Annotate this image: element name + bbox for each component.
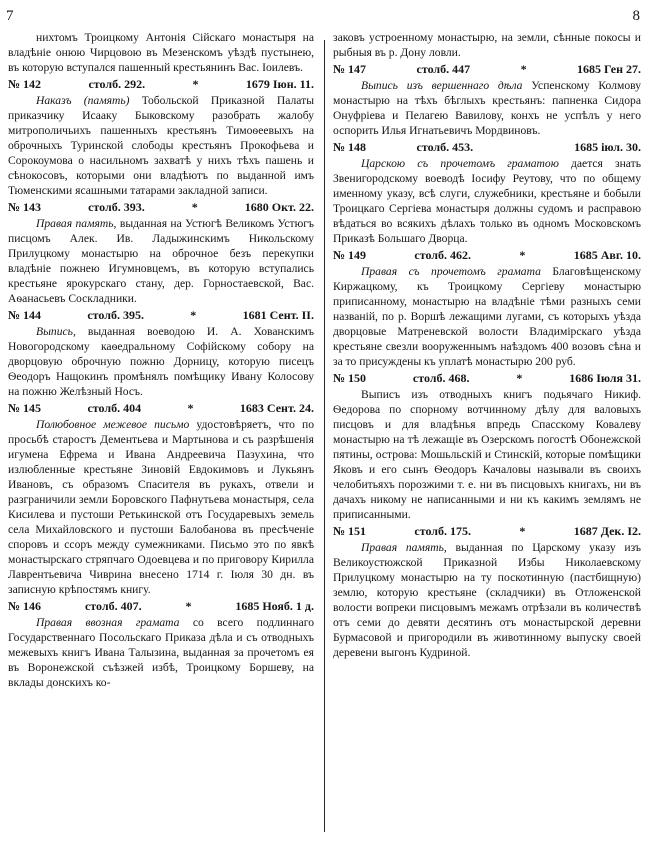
entry-body: удостовѣряетъ, что по просьбѣ старостъ Дементьева и Мартынова и съ разрѣшенія игумена Ефрема и Ивана Андреевича Пазухина, что излюбленные крестьяне Зиновій Евдокимовъ и Лукьянъ Ивановъ, съ образомъ Спасителя въ рукахъ, отвели и разграничили земли Боровского Пафнутьева монастыря, села Кисилева и пустоши Ретькинской отъ Государевыхъ земель села Михайловского и пустоши Балобанова въ пресѣченіе споровъ и ссоръ между сумежниками. Письмо это по явкѣ монастырскаго стряпчаго Одоевцева и по приговору Кирилла Лаврентьевича Чиврина внесено 1714 г. Іюля 30 дн. въ записную крѣпостямъ книгу. bbox=[8, 418, 314, 596]
left-column bbox=[8, 30, 314, 690]
entry-body: выданная воеводою И. А. Хованскимъ Новогородскому каѳедральному Софійскому собору на дворцовую оброчную пожню Дорницу, которую писецъ Ѳеодоръ Нащокинъ промѣнялъ помѣщику Ивану Колосову на пожню Желѣзный Носъ. bbox=[8, 325, 314, 398]
entry-body: со всего подлиннаго Государственнаго Посольскаго Приказа дѣла и съ отводныхъ межевыхъ книгъ Ивана Талызина, выданная за прочетомъ ея въ Воронежской съѣзжей избѣ, Троицкому Боршеву, на вклады донскихъ ко- bbox=[8, 616, 314, 689]
right-column bbox=[333, 30, 641, 660]
entry-text bbox=[333, 387, 641, 522]
entry-column-ref: столб. 404 bbox=[87, 401, 142, 415]
entry-body: Успенскому Колмову монастырю на тѣхъ бѣглыхъ крестьянъ: папненка Сидора Онуфріева и Пелагею Вавилову, конхъ не успѣлъ у него оспорить Илья Игнатьевичъ Мордвиновъ. bbox=[333, 79, 641, 137]
entry-text bbox=[8, 417, 314, 597]
entry-date: 1683 Сент. 24. bbox=[239, 401, 314, 415]
entry-lead: Выпись, bbox=[36, 325, 76, 338]
entry-body: выданная на Устюгѣ Великомъ Устюгъ писцомъ Алек. Ив. Ладыжинскимъ Никольскому Прилуцкому монастырю на оброчное безъ перекупки владѣніе пожнею Игумновцемъ, въ которую вступались крестьяне ярокурскаго стану, дер. Горностаевской, Вас. Аѳанасьевъ Соскладники. bbox=[8, 217, 314, 305]
entry-date: 1681 Сент. II. bbox=[242, 308, 314, 322]
entry-text bbox=[8, 93, 314, 198]
entry-column-ref: столб. 407. bbox=[84, 599, 142, 613]
entry-marker: * bbox=[519, 524, 526, 538]
entry-column-ref: столб. 447 bbox=[416, 62, 471, 76]
entry-date: 1685 Авг. 10. bbox=[573, 248, 641, 262]
entry-text bbox=[333, 156, 641, 246]
entry-marker: * bbox=[190, 308, 197, 322]
entry-text bbox=[8, 324, 314, 399]
entry-lead: Выпись изъ вершеннаго дѣла bbox=[361, 79, 523, 92]
entry-body: выданная по Царскому указу изъ Великоустюжской Приказной Избы Николаевскому Прилуцкому монастырю на ту поскотинную (пастбищную) землю, которую крестьяне (складчики) въ Отложенской волости вопреки писцовымъ межамъ отрѣзали въ количествѣ отъ семи до девяти десятинъ отъ монастырской деревни Бурмасовой и пригородили въ животинному выпуску своей деревени выгонъ Кудриной. bbox=[333, 541, 641, 659]
entry-text bbox=[333, 78, 641, 138]
entry-marker: * bbox=[187, 401, 194, 415]
entry-marker: * bbox=[185, 599, 192, 613]
entry-number: № 145 bbox=[8, 401, 42, 415]
entry-body: Благовѣщенскому Киржацкому, къ Троицкому Сергіеву монастырю приписанному, монастырю на владѣніе тѣми разныхъ семи названій, по р. Воршѣ лежащими лугами, съ которыхъ уѣзда дворцовые Матреневской волости Владимірскаго уѣзда крестьяне свезли вооруженнымъ наѣздомъ 400 возовъ сѣна и за то присуждены къ уплатѣ монастырю 200 руб. bbox=[333, 265, 641, 368]
entry-date: 1679 Іюн. 11. bbox=[245, 77, 314, 91]
entry-header bbox=[333, 524, 641, 539]
entry-text bbox=[8, 30, 314, 75]
entry-date: 1685 Нояб. 1 д. bbox=[235, 599, 314, 613]
entry-header bbox=[333, 140, 641, 155]
entry-column-ref: столб. 292. bbox=[88, 77, 146, 91]
entry-body: Тобольской Приказной Палаты приказчику Исааку Быковскому разобрать жалобу митрополичьихъ пашенныхъ крестьянъ Тимоѳеевыхъ на оброчныхъ Туринской слободы крестьянъ Прокофьева и Сорокоумова о насильномъ захватѣ у нихъ тѣхъ пашень и сѣнокосовъ, которыми они владѣютъ по выданной имъ Тюменскими ясашными татарами закладной записи. bbox=[8, 94, 314, 197]
entry-lead: Наказъ (память) bbox=[36, 94, 130, 107]
entry-date: 1687 Дек. I2. bbox=[573, 524, 641, 538]
entry-body: Выписъ изъ отводныхъ книгъ подьячаго Никиф. Ѳедорова по спорному вотчинному дѣлу для валовыхъ писцовъ и для владѣнья впредь Спасскому Ковалеву монастырю на тѣ лежащіе въ Озерскомъ погостѣ Обонежской пятины, острова: Мошьльскій и Стинскій, которые помѣщики Яковъ и его сынъ Ѳеодоръ Качаловы называли въ своихъ челобитьяхъ порозжими т. е. ни въ писцовыхъ книгахъ, ни въ дачахъ никому не написанными и ни къ какимъ землямъ не приписанными. bbox=[333, 388, 641, 521]
entry-number: № 147 bbox=[333, 62, 367, 76]
page-number-right: 8 bbox=[632, 8, 640, 24]
entry-number: № 148 bbox=[333, 140, 367, 154]
page-number-left: 7 bbox=[6, 8, 14, 24]
entry-header bbox=[333, 248, 641, 263]
entry-text bbox=[333, 264, 641, 369]
entry-text bbox=[333, 540, 641, 660]
entry-lead: Полюбовное межевое письмо bbox=[36, 418, 190, 431]
entry-column-ref: столб. 462. bbox=[414, 248, 472, 262]
entry-date: 1685 іюл. 30. bbox=[574, 140, 641, 154]
entry-body: нихтомъ Троицкому Антонія Сійскаго монастыря на владѣніе онюю Чирцовою въ Мезенскомъ уѣздѣ пустынею, въ которую вступался пашенный крестьянинъ Вас. Іоилевъ. bbox=[8, 31, 314, 74]
entry-date: 1685 Ген 27. bbox=[577, 62, 641, 76]
entry-marker: * bbox=[192, 77, 199, 91]
entry-header bbox=[8, 401, 314, 416]
entry-body: дается знать Звенигородскому воеводѣ Іосифу Реутову, что по общему именному указу, всѣ слуги, служебники, крестьяне и бобыли Троицкаго Сергіева монастыря должны судомъ и расправою вѣдаться во всякихъ дѣлахъ только въ одномъ Московскомъ Приказѣ Большаго Дворца. bbox=[333, 157, 641, 245]
entry-marker: * bbox=[519, 248, 526, 262]
entry-lead: Царскою съ прочетомъ граматою bbox=[361, 157, 559, 170]
entry-number: № 151 bbox=[333, 524, 367, 538]
entry-column-ref: столб. 175. bbox=[414, 524, 472, 538]
entry-column-ref: столб. 468. bbox=[412, 371, 470, 385]
entry-header bbox=[333, 62, 641, 77]
entry-header bbox=[8, 308, 314, 323]
entry-text bbox=[8, 615, 314, 690]
entry-text bbox=[333, 30, 641, 60]
entry-header bbox=[8, 599, 314, 614]
entry-lead: Правая съ прочетомъ грамата bbox=[361, 265, 541, 278]
entry-lead: Правая память, bbox=[361, 541, 447, 554]
entry-number: № 142 bbox=[8, 77, 42, 91]
entry-number: № 150 bbox=[333, 371, 367, 385]
entry-column-ref: столб. 395. bbox=[87, 308, 144, 322]
entry-marker: * bbox=[516, 371, 523, 385]
entry-text bbox=[8, 216, 314, 306]
column-divider bbox=[324, 40, 325, 832]
entry-date: 1686 Іюля 31. bbox=[569, 371, 641, 385]
entry-number: № 149 bbox=[333, 248, 367, 262]
entry-header bbox=[333, 371, 641, 386]
entry-header bbox=[8, 77, 314, 92]
entry-marker: * bbox=[520, 62, 527, 76]
entry-number: № 144 bbox=[8, 308, 42, 322]
entry-lead: Правая ввозная грамата bbox=[36, 616, 180, 629]
entry-header bbox=[8, 200, 314, 215]
entry-column-ref: столб. 453. bbox=[416, 140, 474, 154]
entry-lead: Правая память, bbox=[36, 217, 117, 230]
entry-date: 1680 Окт. 22. bbox=[244, 200, 314, 214]
entry-number: № 143 bbox=[8, 200, 42, 214]
entry-marker: * bbox=[191, 200, 198, 214]
entry-body: заковъ устроенному монастырю, на земли, сѣнные покосы и рыбныя въ р. Дону ловли. bbox=[333, 31, 641, 59]
entry-column-ref: столб. 393. bbox=[88, 200, 145, 214]
entry-number: № 146 bbox=[8, 599, 42, 613]
